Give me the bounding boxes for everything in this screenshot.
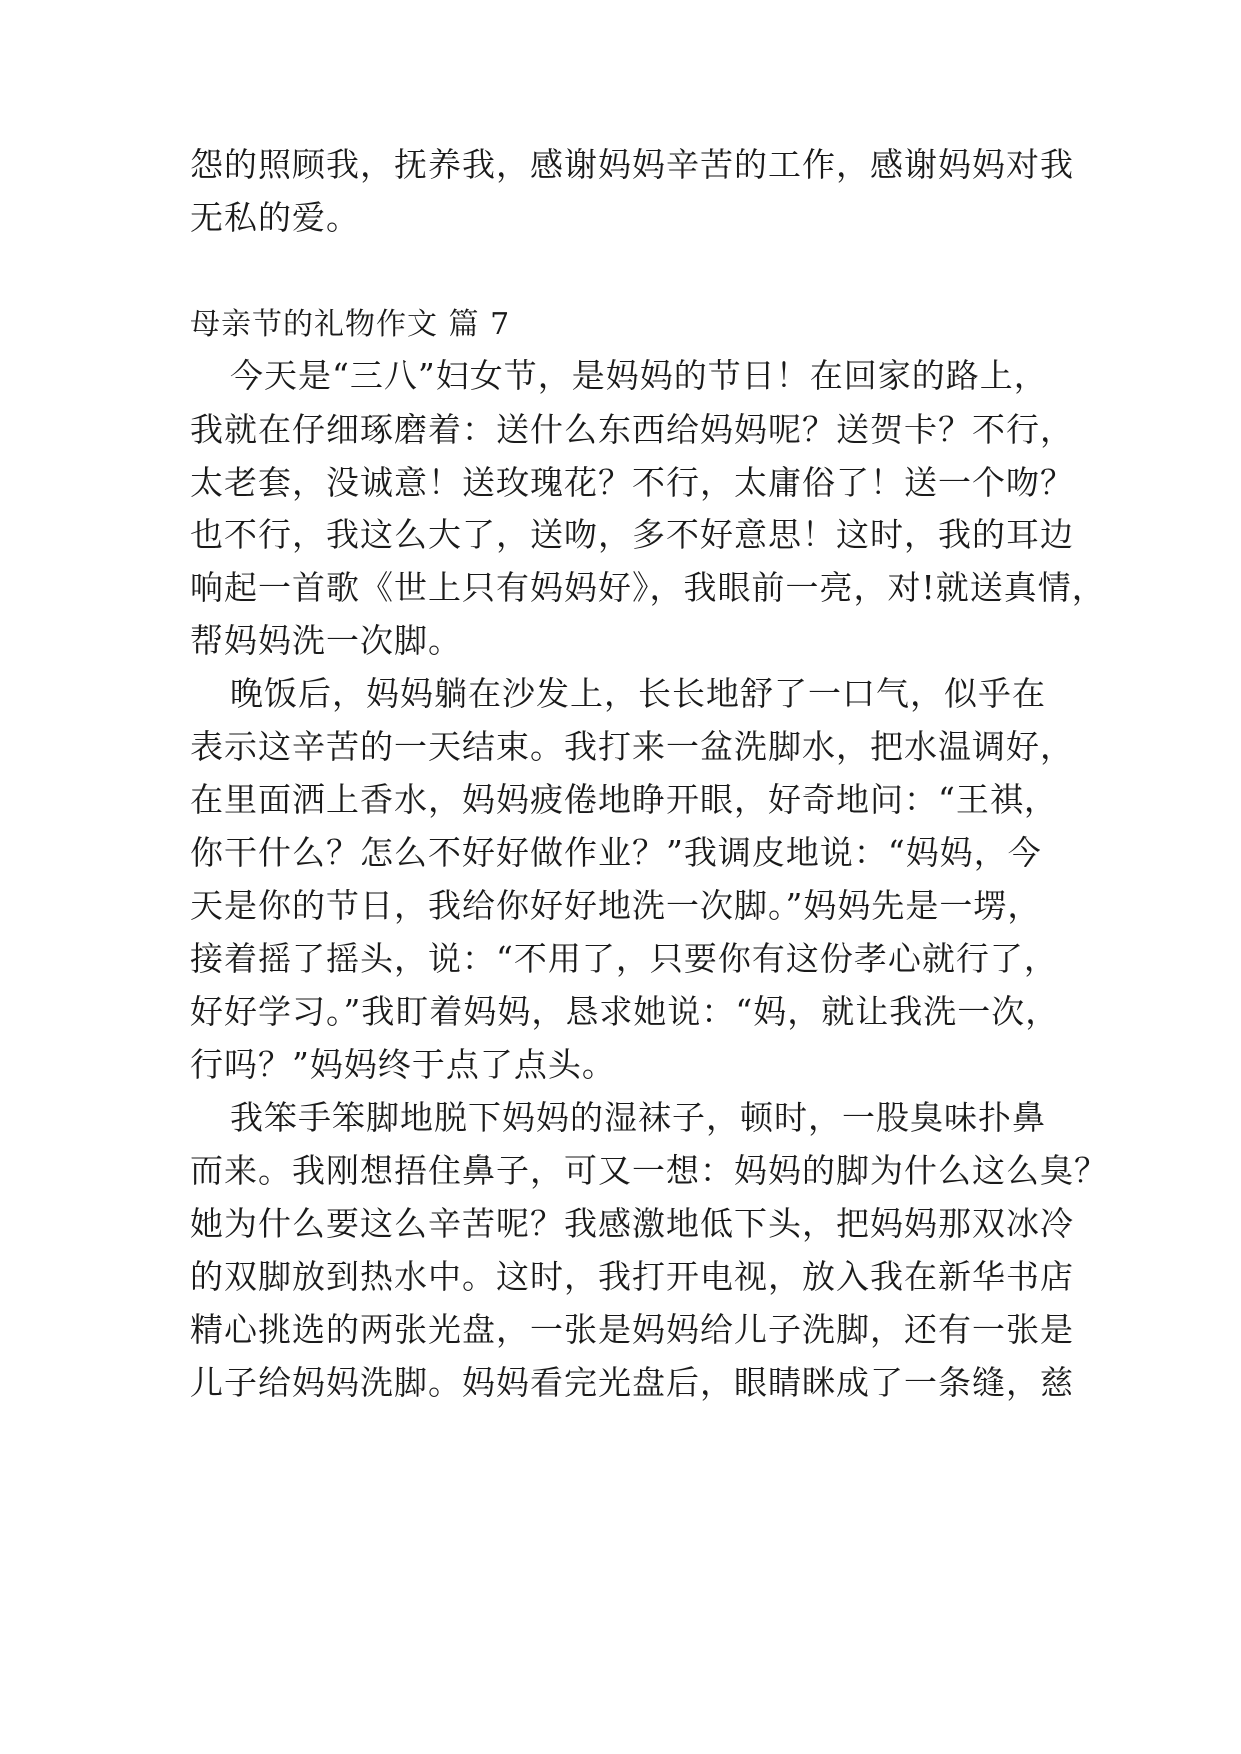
- text-line: 我笨手笨脚地脱下妈妈的湿袜子，顿时，一股臭味扑鼻: [230, 1098, 1046, 1137]
- text-line: 今天是“三八”妇女节，是妈妈的节日！在回家的路上，: [230, 356, 1048, 395]
- text-line: 精心挑选的两张光盘，一张是妈妈给儿子洗脚，还有一张是: [190, 1310, 1074, 1349]
- text-line: 晚饭后，妈妈躺在沙发上，长长地舒了一口气，似乎在: [230, 674, 1046, 713]
- text-line: 太老套，没诚意！送玫瑰花？不行，太庸俗了！送一个吻？: [190, 463, 1074, 502]
- text-line: 行吗？”妈妈终于点了点头。: [190, 1045, 616, 1084]
- text-line: 她为什么要这么辛苦呢？我感激地低下头，把妈妈那双冰冷: [190, 1204, 1074, 1243]
- text-line: 儿子给妈妈洗脚。妈妈看完光盘后，眼睛眯成了一条缝，慈: [190, 1363, 1074, 1402]
- text-line: 接着摇了摇头，说：“不用了，只要你有这份孝心就行了，: [190, 939, 1058, 978]
- text-line: 好好学习。”我盯着妈妈，恳求她说：“妈，就让我洗一次，: [190, 992, 1060, 1031]
- text-line: 的双脚放到热水中。这时，我打开电视，放入我在新华书店: [190, 1257, 1074, 1296]
- text-line: 在里面洒上香水，妈妈疲倦地睁开眼，好奇地问：“王祺，: [190, 780, 1058, 819]
- text-line: 也不行，我这么大了，送吻，多不好意思！这时，我的耳边: [190, 515, 1074, 554]
- text-line: 我就在仔细琢磨着：送什么东西给妈妈呢？送贺卡？不行，: [190, 410, 1074, 449]
- text-line: 而来。我刚想捂住鼻子，可又一想：妈妈的脚为什么这么臭？: [190, 1151, 1108, 1190]
- section-title: 母亲节的礼物作文 篇 7: [190, 307, 511, 342]
- text-line: 表示这辛苦的一天结束。我打来一盆洗脚水，把水温调好，: [190, 727, 1074, 766]
- text-line: 无私的爱。: [190, 198, 360, 237]
- text-line: 响起一首歌《世上只有妈妈好》，我眼前一亮，对!就送真情，: [190, 568, 1106, 607]
- text-line: 你干什么？怎么不好好做作业？”我调皮地说：“妈妈，今: [190, 833, 1042, 872]
- text-line: 怨的照顾我，抚养我，感谢妈妈辛苦的工作，感谢妈妈对我: [190, 145, 1074, 184]
- text-line: 帮妈妈洗一次脚。: [190, 621, 462, 660]
- text-line: 天是你的节日，我给你好好地洗一次脚。”妈妈先是一塄，: [190, 886, 1042, 925]
